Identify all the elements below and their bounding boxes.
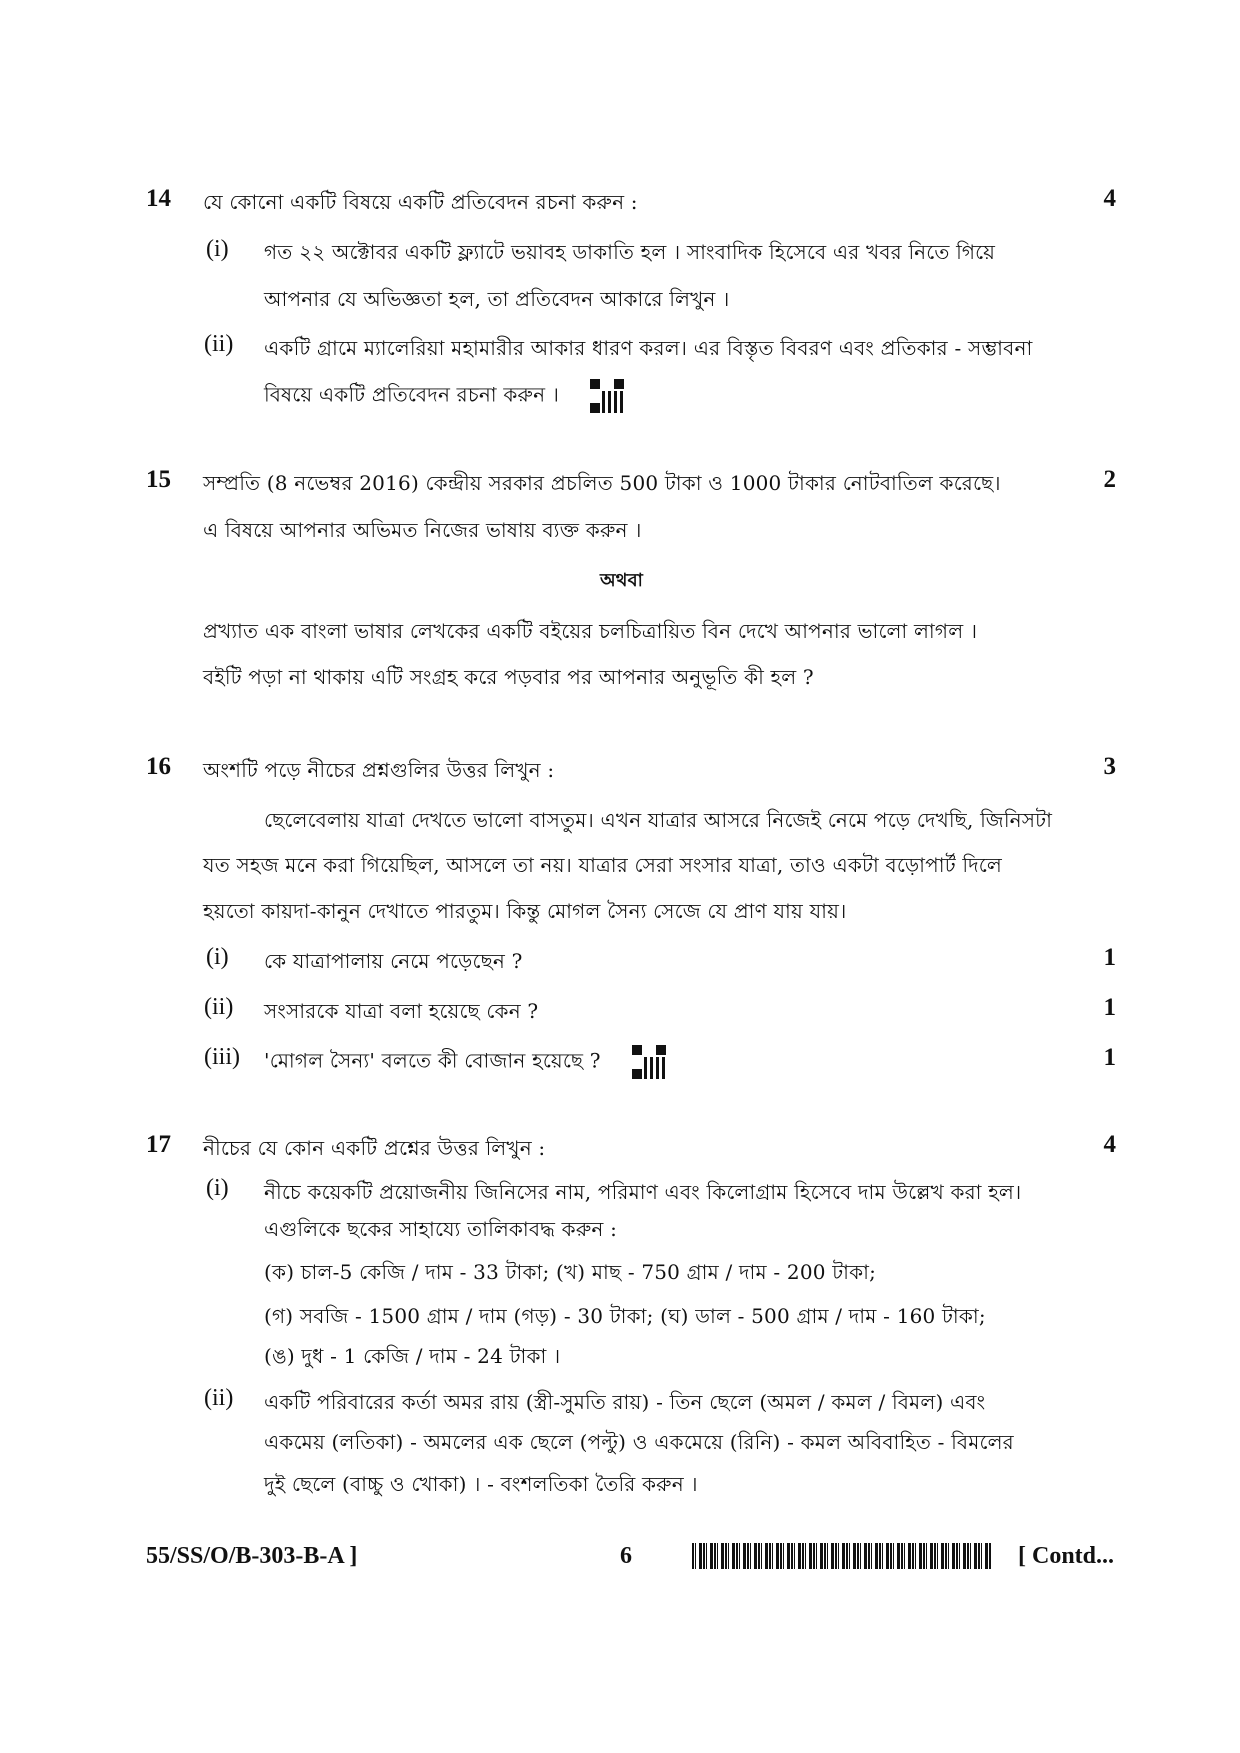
q14-sub-i-line1: গত ২২ অক্টোবর একটি ফ্ল্যাটে ভয়াবহ ডাকাতি হল । সাংবাদিক হিসেবে এর খবর নিতে গিয়ে <box>264 240 996 264</box>
q16-sub-marks: 1 <box>1103 944 1116 971</box>
q16-sub-text: কে যাত্রাপালায় নেমে পড়েছেন ? <box>264 949 523 973</box>
q17-sub-i-line1: নীচে কয়েকটি প্রয়োজনীয় জিনিসের নাম, পরিমাণ এবং কিলোগ্রাম হিসেবে দাম উল্লেখ করা হল। <box>264 1180 1022 1204</box>
question-15-alt-line1: প্রখ্যাত এক বাংলা ভাষার লেখকের একটি বইয়ের চলচিত্রায়িত বিন দেখে আপনার ভালো লাগল । <box>203 619 978 643</box>
question-14-marks: 4 <box>1103 185 1116 212</box>
q17-sub-i-label: (i) <box>206 1175 229 1201</box>
q14-sub-ii-line2-row <box>264 378 625 414</box>
passage-line2: যত সহজ মনে করা গিয়েছিল, আসলে তা নয়। যাত্রার সেরা সংসার যাত্রা, তাও একটা বড়োপার্ট দিলে <box>203 853 1002 877</box>
continued-label: [ Contd... <box>1018 1543 1115 1569</box>
q17-sub-ii-line1: একটি পরিবারের কর্তা অমর রায় (স্ত্রী-সুমতি রায়) - তিন ছেলে (অমল / কমল / বিমল) এবং <box>264 1390 986 1414</box>
question-15-marks: 2 <box>1103 466 1116 493</box>
q16-sub-row <box>264 1044 667 1080</box>
q17-sub-ii-label: (ii) <box>204 1385 234 1411</box>
question-17-stem: নীচের যে কোন একটি প্রশ্নের উত্তর লিখুন : <box>203 1136 546 1160</box>
question-number-15: 15 <box>146 466 171 493</box>
q14-sub-i-line2: আপনার যে অভিজ্ঞতা হল, তা প্রতিবেদন আকারে লিখুন । <box>264 287 730 311</box>
qr-code-icon <box>589 378 625 414</box>
passage-line3: হয়তো কায়দা-কানুন দেখাতে পারতুম। কিন্তু মোগল সৈন্য সেজে যে প্রাণ যায় যায়। <box>203 899 847 923</box>
q16-sub-text: 'মোগল সৈন্য' বলতে কী বোজান হয়েছে ? <box>264 1048 601 1073</box>
q14-sub-ii-label: (ii) <box>204 331 234 357</box>
q16-sub-label: (ii) <box>204 994 234 1020</box>
question-17-marks: 4 <box>1103 1131 1116 1158</box>
q17-sub-i-line3: (ক) চাল-5 কেজি / দাম - 33 টাকা; (খ) মাছ - 750 গ্রাম / দাম - 200 টাকা; <box>264 1260 877 1284</box>
q14-sub-ii-line1: একটি গ্রামে ম্যালেরিয়া মহামারীর আকার ধারণ করল। এর বিস্তৃত বিবরণ এবং প্রতিকার - সম্ভাবনা <box>264 336 1033 360</box>
q16-sub-text: সংসারকে যাত্রা বলা হয়েছে কেন ? <box>264 999 539 1023</box>
page-number: 6 <box>620 1543 632 1569</box>
q17-sub-ii-line2: একমেয় (লতিকা) - অমলের এক ছেলে (পল্টু) ও একমেয়ে (রিনি) - কমল অবিবাহিত - বিমলের <box>264 1430 1014 1454</box>
q14-sub-i-label: (i) <box>206 236 229 262</box>
q16-sub-marks: 1 <box>1103 994 1116 1021</box>
question-15-line2: এ বিষয়ে আপনার অভিমত নিজের ভাষায় ব্যক্ত করুন । <box>203 518 642 542</box>
passage-line1: ছেলেবেলায় যাত্রা দেখতে ভালো বাসতুম। এখন যাত্রার আসরে নিজেই নেমে পড়ে দেখছি, জিনিসটা <box>264 808 1053 832</box>
q17-sub-i-line2: এগুলিকে ছকের সাহায্যে তালিকাবদ্ধ করুন : <box>264 1217 618 1241</box>
q16-sub-marks: 1 <box>1103 1044 1116 1071</box>
question-number-17: 17 <box>146 1131 171 1158</box>
q16-sub-label: (iii) <box>204 1044 240 1070</box>
or-separator: অথবা <box>600 570 644 591</box>
q17-sub-i-line5: (ঙ) দুধ - 1 কেজি / দাম - 24 টাকা । <box>264 1344 561 1368</box>
q16-sub-label: (i) <box>206 944 229 970</box>
q17-sub-i-line4: (গ) সবজি - 1500 গ্রাম / দাম (গড়) - 30 টাকা; (ঘ) ডাল - 500 গ্রাম / দাম - 160 টাকা; <box>264 1304 986 1328</box>
barcode-icon <box>692 1543 992 1569</box>
question-14-stem: যে কোনো একটি বিষয়ে একটি প্রতিবেদন রচনা করুন : <box>203 190 638 214</box>
question-15-alt-line2: বইটি পড়া না থাকায় এটি সংগ্রহ করে পড়বার পর আপনার অনুভূতি কী হল ? <box>203 665 814 689</box>
question-16-marks: 3 <box>1103 753 1116 780</box>
q14-sub-ii-line2: বিষয়ে একটি প্রতিবেদন রচনা করুন । <box>264 382 560 407</box>
qr-code-icon <box>631 1044 667 1080</box>
q17-sub-ii-line3: দুই ছেলে (বাচ্চু ও খোকা) । - বংশলতিকা তৈরি করুন । <box>264 1472 698 1496</box>
question-16-stem: অংশটি পড়ে নীচের প্রশ্নগুলির উত্তর লিখুন : <box>203 758 555 782</box>
paper-code: 55/SS/O/B-303-B-A ] <box>146 1543 358 1569</box>
question-number-14: 14 <box>146 185 171 212</box>
question-number-16: 16 <box>146 753 171 780</box>
question-15-line1: সম্প্রতি (8 নভেম্বর 2016) কেন্দ্রীয় সরকার প্রচলিত 500 টাকা ও 1000 টাকার নোটবাতিল করেছে। <box>203 471 1001 495</box>
